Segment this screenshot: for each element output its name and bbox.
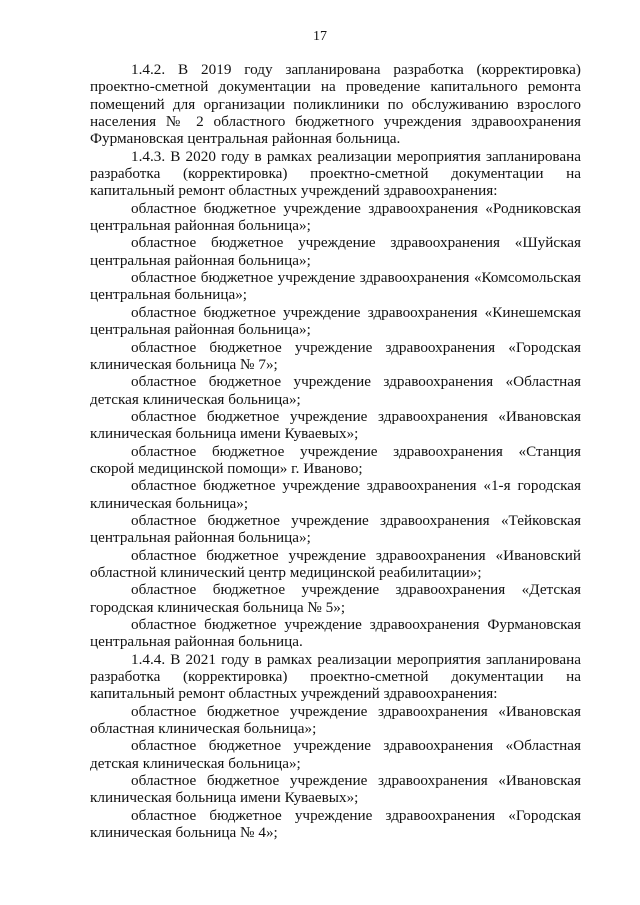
- document-body: [90, 61, 581, 841]
- paragraph-1-4-2: 1.4.2. В 2019 году запланирована разработка (корректировка) проектно-сметной документации на проведение капитального ремонта помещений для организации поликлиники по обслуживанию взрослого населения № 2 областного бюджетного учреждения здравоохранения Фурмановская центральная районная больница.: [90, 61, 581, 148]
- list-item: областное бюджетное учреждение здравоохранения «1-я городская клиническая больница»;: [90, 477, 581, 512]
- list-item: областное бюджетное учреждение здравоохранения «Ивановская областная клиническая больница»;: [90, 702, 581, 738]
- page-number: 17: [313, 29, 327, 44]
- list-item: областное бюджетное учреждение здравоохранения «Родниковская центральная районная больница»;: [90, 199, 581, 235]
- list-item: областное бюджетное учреждение здравоохранения «Детская городская клиническая больница № 5»;: [90, 581, 581, 616]
- list-item: областное бюджетное учреждение здравоохранения «Ивановская клиническая больница имени Куваевых»;: [90, 407, 581, 443]
- list-item: областное бюджетное учреждение здравоохранения «Ивановский областной клинический центр медицинской реабилитации»;: [90, 546, 581, 581]
- list-item: областное бюджетное учреждение здравоохранения «Тейковская центральная районная больница»;: [90, 511, 581, 547]
- list-item: областное бюджетное учреждение здравоохранения «Станция скорой медицинской помощи» г. Иваново;: [90, 442, 581, 477]
- paragraph-1-4-4: 1.4.4. В 2021 году в рамках реализации мероприятия запланирована разработка (корректировка) проектно-сметной документации на капитальный ремонт областных учреждений здравоохранения:: [90, 650, 581, 703]
- list-item: областное бюджетное учреждение здравоохранения «Областная детская клиническая больница»;: [90, 737, 581, 772]
- list-item: областное бюджетное учреждение здравоохранения «Ивановская клиническая больница имени Куваевых»;: [90, 772, 581, 807]
- list-item: областное бюджетное учреждение здравоохранения Фурмановская центральная районная больница.: [90, 616, 581, 651]
- list-item: областное бюджетное учреждение здравоохранения «Шуйская центральная районная больница»;: [90, 234, 581, 269]
- list-item: областное бюджетное учреждение здравоохранения «Городская клиническая больница № 7»;: [90, 338, 581, 373]
- list-item: областное бюджетное учреждение здравоохранения «Кинешемская центральная районная больница»;: [90, 303, 581, 339]
- list-item: областное бюджетное учреждение здравоохранения «Комсомольская центральная больница»;: [90, 269, 581, 304]
- list-item: областное бюджетное учреждение здравоохранения «Областная детская клиническая больница»;: [90, 373, 581, 408]
- paragraph-1-4-3: 1.4.3. В 2020 году в рамках реализации мероприятия запланирована разработка (корректировка) проектно-сметной документации на капитальный ремонт областных учреждений здравоохранения:: [90, 147, 581, 200]
- list-item: областное бюджетное учреждение здравоохранения «Городская клиническая больница № 4»;: [90, 806, 581, 842]
